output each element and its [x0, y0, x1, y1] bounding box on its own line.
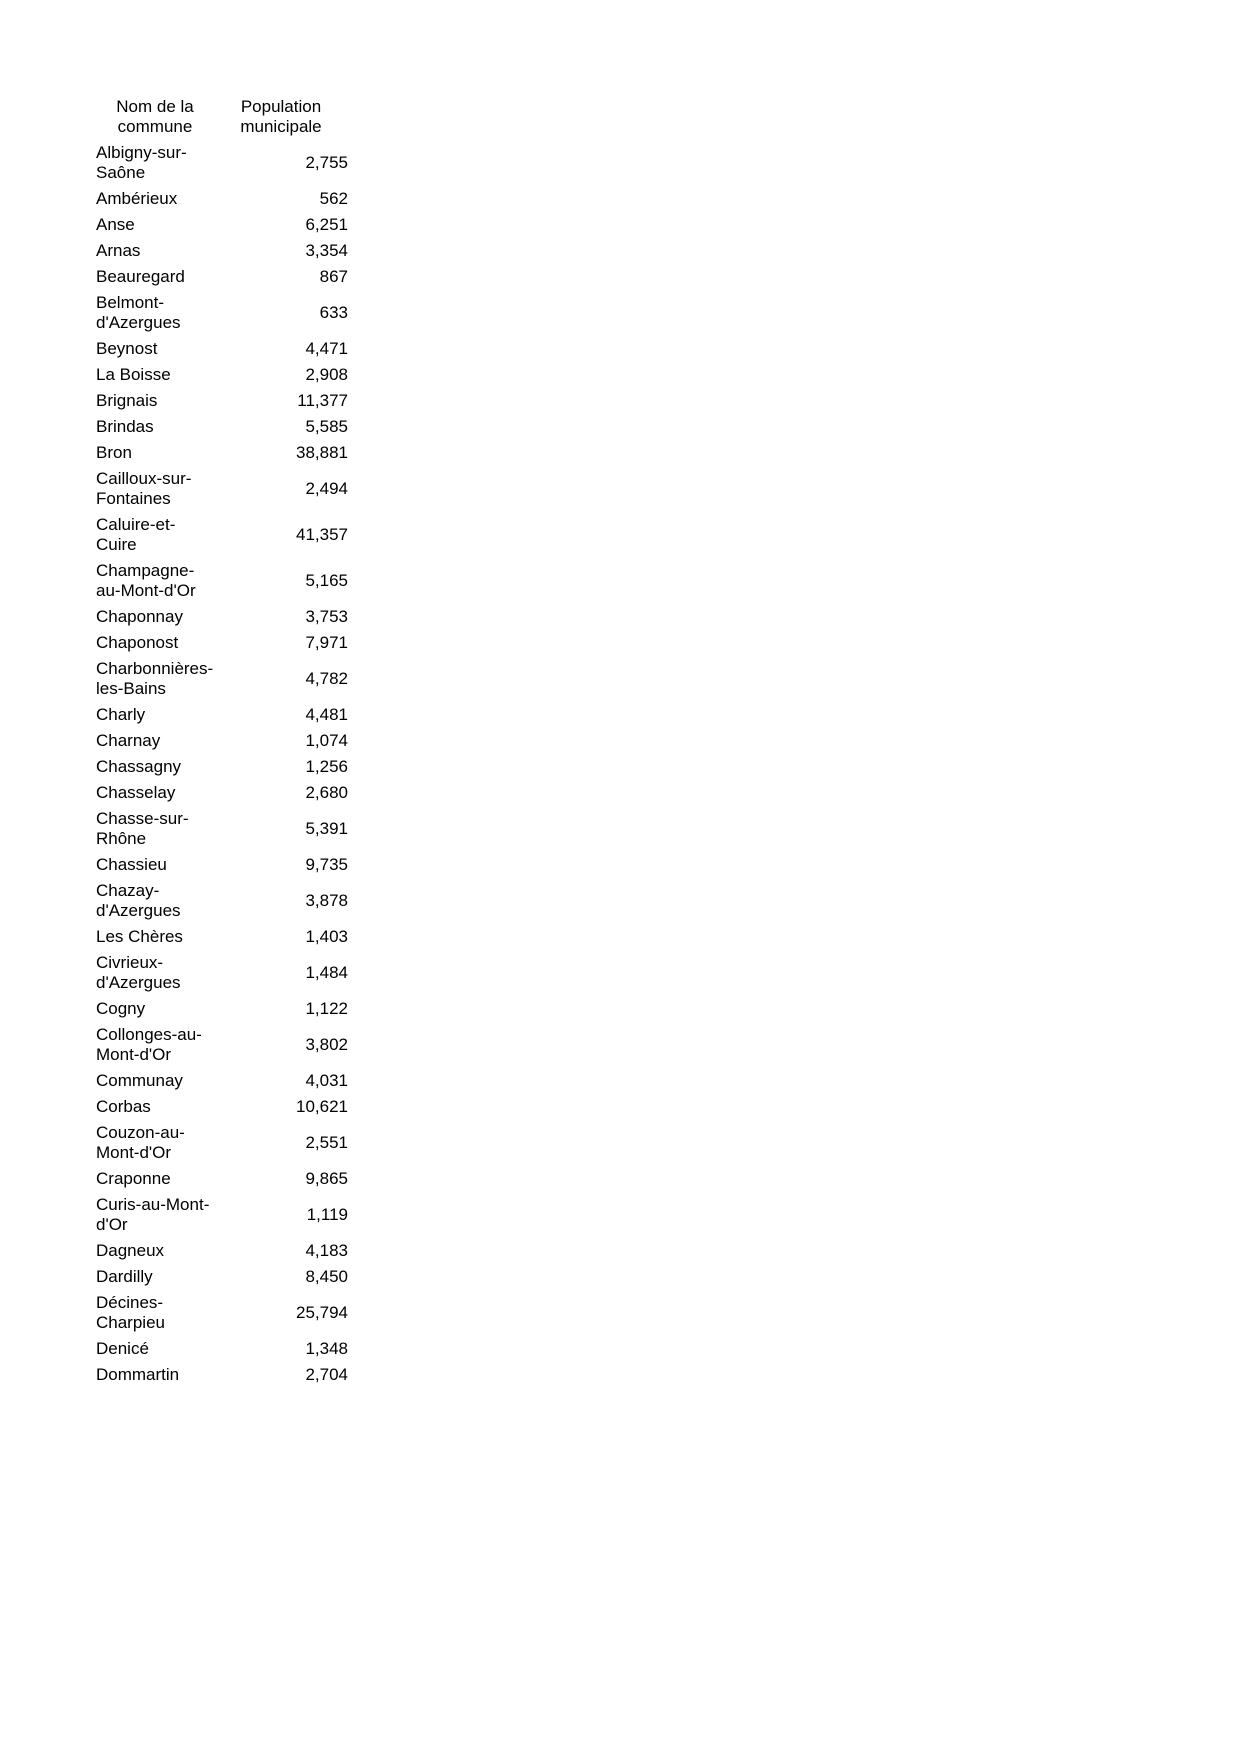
population-value: 11,377	[297, 391, 348, 410]
population-value: 1,256	[305, 757, 348, 776]
population-value: 4,481	[305, 705, 348, 724]
table-row	[96, 1362, 348, 1388]
table-row	[96, 1264, 348, 1290]
table-row	[96, 466, 348, 512]
population-value: 2,755	[305, 153, 348, 172]
table-row	[96, 140, 348, 186]
commune-name: Brignais	[96, 391, 158, 410]
table-row	[96, 264, 348, 290]
table-row	[96, 780, 348, 806]
population-value: 1,122	[305, 999, 348, 1018]
commune-name: Cogny	[96, 999, 146, 1018]
commune-name: Denicé	[96, 1339, 149, 1358]
commune-name: Caluire-et-Cuire	[96, 515, 176, 554]
table-row	[96, 414, 348, 440]
table-row	[96, 1166, 348, 1192]
population-value: 3,753	[305, 607, 348, 626]
commune-name: Bron	[96, 443, 132, 462]
table-row	[96, 996, 348, 1022]
population-value: 2,494	[305, 479, 348, 498]
commune-name: Cailloux-sur-Fontaines	[96, 469, 192, 508]
table-body	[96, 140, 348, 1388]
commune-name: Communay	[96, 1071, 183, 1090]
population-value: 2,551	[305, 1133, 348, 1152]
commune-name: Belmont-d'Azergues	[96, 293, 181, 332]
commune-name: Anse	[96, 215, 135, 234]
commune-name: Dommartin	[96, 1365, 180, 1384]
commune-name: Les Chères	[96, 927, 183, 946]
table-row	[96, 806, 348, 852]
commune-name: Civrieux-d'Azergues	[96, 953, 181, 992]
commune-name: Couzon-au-Mont-d'Or	[96, 1123, 185, 1162]
table-row	[96, 290, 348, 336]
table-row	[96, 186, 348, 212]
table-row	[96, 1068, 348, 1094]
population-value: 38,881	[296, 443, 348, 462]
population-value: 562	[319, 189, 348, 208]
commune-name: Champagne-au-Mont-d'Or	[96, 561, 196, 600]
column-header-population: Population municipale	[240, 97, 322, 136]
commune-name: Dagneux	[96, 1241, 165, 1260]
table-row	[96, 878, 348, 924]
table-row	[96, 1336, 348, 1362]
header-row	[96, 94, 348, 140]
table-row	[96, 950, 348, 996]
population-value: 1,403	[305, 927, 348, 946]
commune-name: Chaponost	[96, 633, 179, 652]
table-row	[96, 702, 348, 728]
table-row	[96, 604, 348, 630]
commune-name: Charnay	[96, 731, 161, 750]
population-value: 1,484	[305, 963, 348, 982]
table-row	[96, 440, 348, 466]
population-value: 1,348	[305, 1339, 348, 1358]
population-value: 8,450	[305, 1267, 348, 1286]
table-row	[96, 1192, 348, 1238]
table-row	[96, 362, 348, 388]
population-value: 9,735	[305, 855, 348, 874]
population-value: 4,471	[305, 339, 348, 358]
population-value: 4,183	[305, 1241, 348, 1260]
table-row	[96, 1238, 348, 1264]
population-value: 2,704	[305, 1365, 348, 1384]
commune-name: Charbonnières-les-Bains	[96, 659, 214, 698]
population-value: 4,782	[305, 669, 348, 688]
table-row	[96, 388, 348, 414]
population-value: 9,865	[305, 1169, 348, 1188]
population-value: 5,165	[305, 571, 348, 590]
commune-name: Albigny-sur-Saône	[96, 143, 187, 182]
population-value: 41,357	[296, 525, 348, 544]
commune-name: Corbas	[96, 1097, 151, 1116]
population-value: 3,802	[305, 1035, 348, 1054]
table-row	[96, 1022, 348, 1068]
commune-name: Chaponnay	[96, 607, 183, 626]
commune-name: Chazay-d'Azergues	[96, 881, 181, 920]
population-value: 10,621	[296, 1097, 348, 1116]
table-row	[96, 728, 348, 754]
population-value: 25,794	[296, 1303, 348, 1322]
population-value: 1,119	[306, 1205, 348, 1224]
commune-name: Ambérieux	[96, 189, 178, 208]
table-row	[96, 852, 348, 878]
table-row	[96, 212, 348, 238]
table-row	[96, 238, 348, 264]
population-value: 867	[319, 267, 348, 286]
commune-name: Chasselay	[96, 783, 176, 802]
table-row	[96, 1290, 348, 1336]
commune-name: Arnas	[96, 241, 141, 260]
commune-name: Brindas	[96, 417, 154, 436]
commune-name: Beynost	[96, 339, 158, 358]
commune-name: Beauregard	[96, 267, 185, 286]
table-row	[96, 1094, 348, 1120]
population-value: 5,585	[305, 417, 348, 436]
table-row	[96, 512, 348, 558]
table-row	[96, 630, 348, 656]
population-value: 3,354	[305, 241, 348, 260]
population-value: 6,251	[305, 215, 348, 234]
table-row	[96, 656, 348, 702]
table-row	[96, 754, 348, 780]
commune-name: Chassagny	[96, 757, 182, 776]
population-value: 5,391	[305, 819, 348, 838]
table-row	[96, 558, 348, 604]
table-row	[96, 336, 348, 362]
population-value: 1,074	[305, 731, 348, 750]
table-row	[96, 1120, 348, 1166]
population-value: 2,908	[305, 365, 348, 384]
commune-name: Dardilly	[96, 1267, 153, 1286]
table-header	[96, 94, 348, 140]
population-value: 633	[319, 303, 348, 322]
commune-name: Craponne	[96, 1169, 171, 1188]
commune-name: Curis-au-Mont-d'Or	[96, 1195, 210, 1234]
commune-name: La Boisse	[96, 365, 171, 384]
commune-name: Collonges-au-Mont-d'Or	[96, 1025, 202, 1064]
population-value: 7,971	[305, 633, 348, 652]
commune-name: Chasse-sur-Rhône	[96, 809, 189, 848]
column-header-commune-name: Nom de la commune	[116, 97, 194, 136]
table-row	[96, 924, 348, 950]
population-value: 2,680	[305, 783, 348, 802]
population-value: 3,878	[305, 891, 348, 910]
commune-name: Chassieu	[96, 855, 167, 874]
commune-name: Décines-Charpieu	[96, 1293, 165, 1332]
commune-name: Charly	[96, 705, 146, 724]
population-value: 4,031	[305, 1071, 348, 1090]
commune-population-table	[96, 94, 348, 1388]
